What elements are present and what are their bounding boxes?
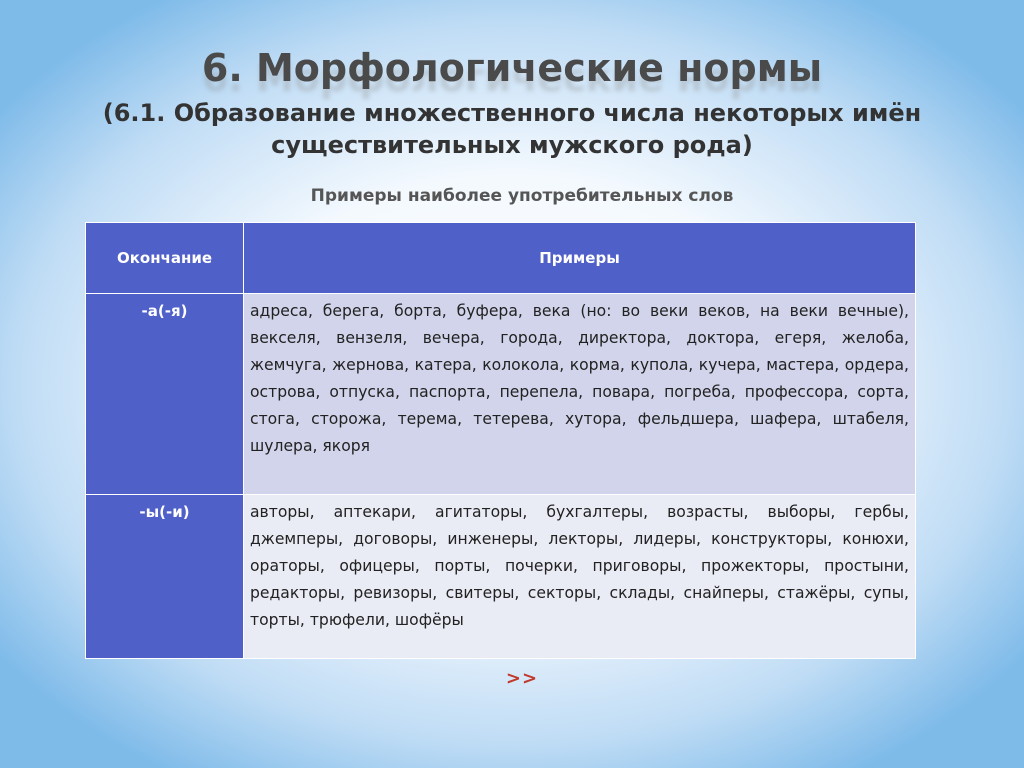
slide-subtitle: (6.1. Образование множественного числа некоторых имён существительных мужского рода) xyxy=(102,99,922,159)
ending-cell: -ы(-и) xyxy=(86,495,244,659)
examples-table xyxy=(85,222,916,659)
next-slide-link[interactable]: >> xyxy=(505,668,539,689)
table-caption: Примеры наиболее употребительных слов xyxy=(310,186,734,206)
examples-cell: авторы, аптекари, агитаторы, бухгалтеры, возрасты, выборы, гербы, джемперы, договоры, инженеры, лекторы, лидеры, конструкторы, конюхи, ораторы, офицеры, порты, почерки, приговоры, прожекторы, простыни, редакторы, ревизоры, свитеры, секторы, склады, снайперы, стажёры, супы, торты, трюфели, шофёры xyxy=(244,495,916,659)
examples-cell: адреса, берега, борта, буфера, века (но: во веки веков, на веки вечные), векселя, вензеля, вечера, города, директора, доктора, егеря, желоба, жемчуга, жернова, катера, колокола, корма, купола, кучера, мастера, ордера, острова, отпуска, паспорта, перепела, повара, погреба, профессора, сорта, стога, сторожа, терема, тетерева, хутора, фельдшера, шафера, штабеля, шулера, якоря xyxy=(244,294,916,495)
ending-cell: -а(-я) xyxy=(86,294,244,495)
header-examples: Примеры xyxy=(244,223,916,294)
table-row xyxy=(86,294,916,495)
slide-title: 6. Морфологические нормы xyxy=(201,46,823,90)
header-ending: Окончание xyxy=(86,223,244,294)
table-header-row xyxy=(86,223,916,294)
table-row xyxy=(86,495,916,659)
